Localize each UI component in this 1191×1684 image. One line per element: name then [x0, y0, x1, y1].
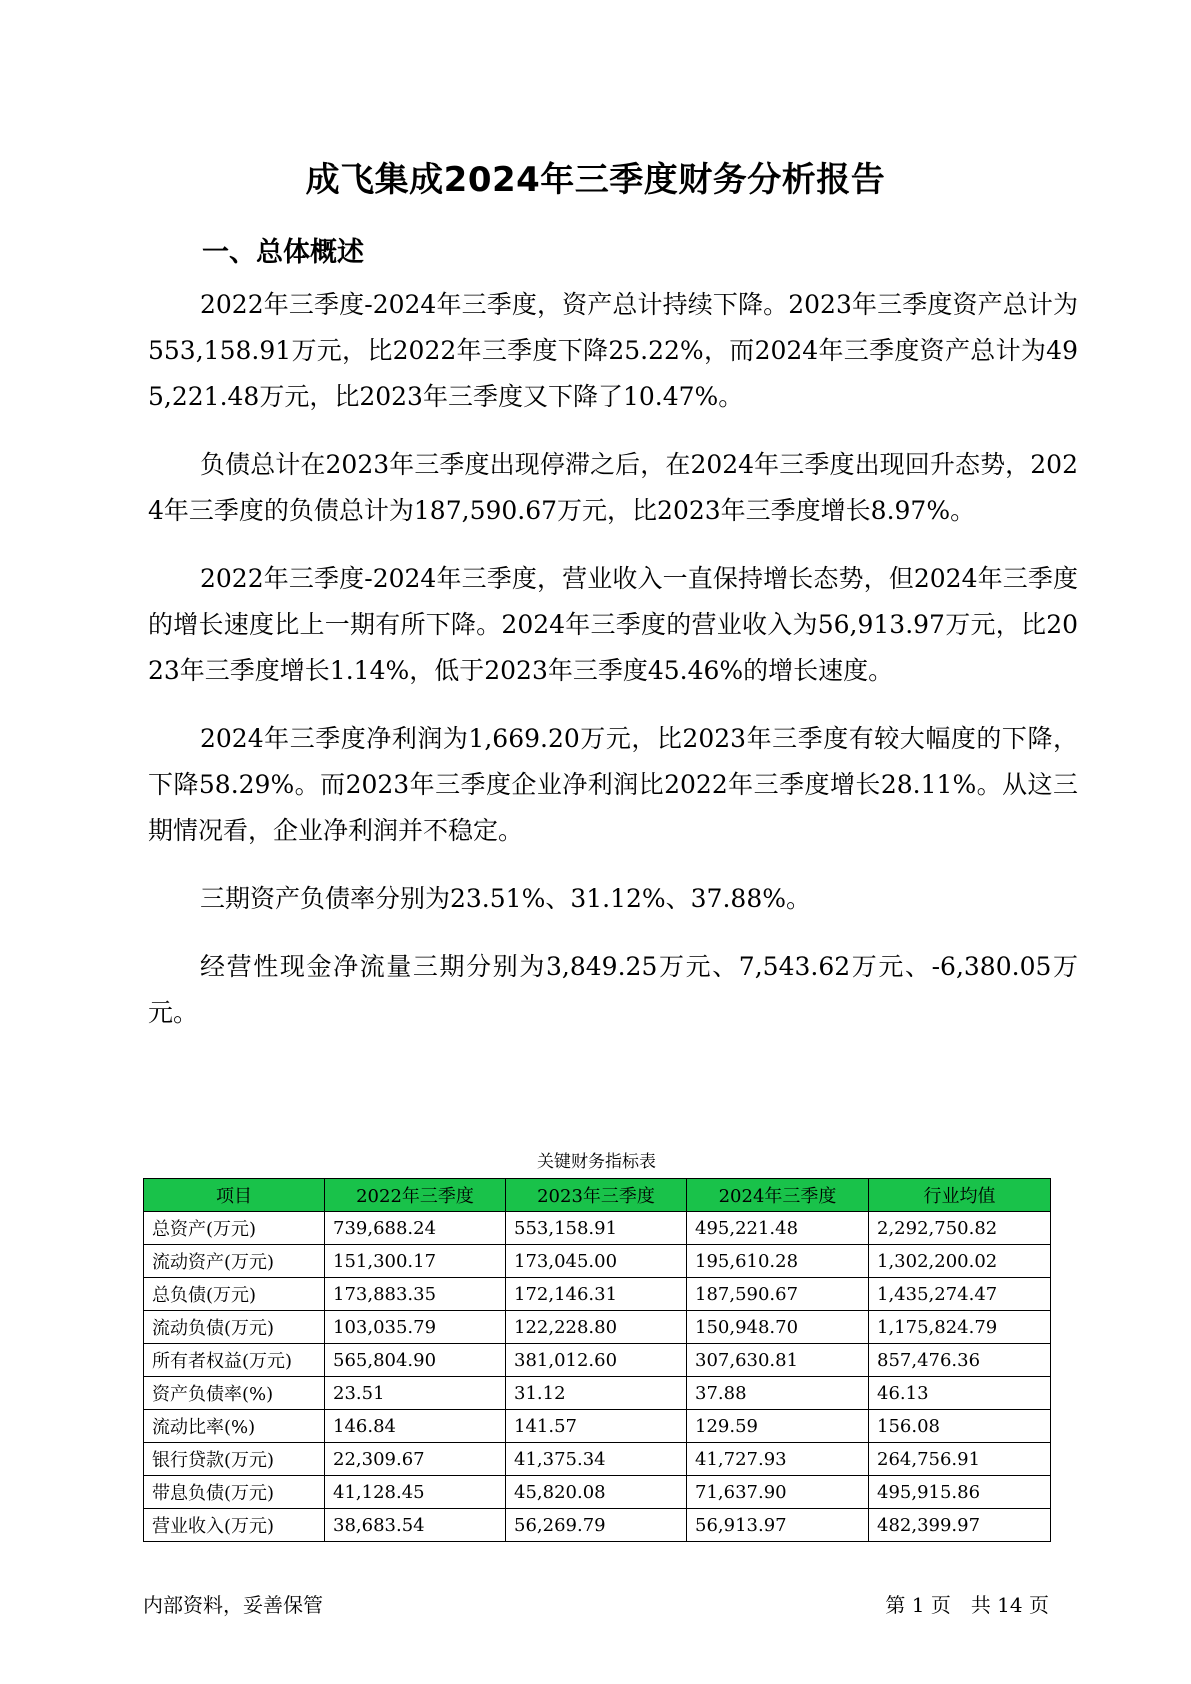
value-cell: 1,435,274.47: [869, 1278, 1051, 1311]
row-label-cell: 流动比率(%): [144, 1410, 325, 1443]
table-row: [144, 1410, 1051, 1443]
value-cell: 495,221.48: [687, 1212, 869, 1245]
paragraph: 经营性现金净流量三期分别为3,849.25万元、7,543.62万元、-6,380.05万元。: [148, 952, 1078, 1027]
value-cell: 187,590.67: [687, 1278, 869, 1311]
value-cell: 151,300.17: [325, 1245, 506, 1278]
column-header: 项目: [144, 1179, 325, 1212]
value-cell: 857,476.36: [869, 1344, 1051, 1377]
value-cell: 495,915.86: [869, 1476, 1051, 1509]
table-row: [144, 1443, 1051, 1476]
value-cell: 172,146.31: [506, 1278, 687, 1311]
column-header: 2022年三季度: [325, 1179, 506, 1212]
section-heading-overview: 一、总体概述: [202, 237, 364, 268]
value-cell: 103,035.79: [325, 1311, 506, 1344]
column-header: 2023年三季度: [506, 1179, 687, 1212]
value-cell: 41,128.45: [325, 1476, 506, 1509]
table-row: [144, 1311, 1051, 1344]
value-cell: 381,012.60: [506, 1344, 687, 1377]
row-label-cell: 银行贷款(万元): [144, 1443, 325, 1476]
value-cell: 565,804.90: [325, 1344, 506, 1377]
value-cell: 37.88: [687, 1377, 869, 1410]
row-label-cell: 带息负债(万元): [144, 1476, 325, 1509]
table-row: [144, 1476, 1051, 1509]
value-cell: 31.12: [506, 1377, 687, 1410]
overview-body: [148, 282, 1078, 1058]
value-cell: 146.84: [325, 1410, 506, 1443]
paragraph: 负债总计在2023年三季度出现停滞之后，在2024年三季度出现回升态势，2024年三季度的负债总计为187,590.67万元，比2023年三季度增长8.97%。: [148, 450, 1078, 525]
table-row: [144, 1278, 1051, 1311]
value-cell: 264,756.91: [869, 1443, 1051, 1476]
value-cell: 122,228.80: [506, 1311, 687, 1344]
table-caption: 关键财务指标表: [537, 1152, 656, 1172]
row-label-cell: 流动资产(万元): [144, 1245, 325, 1278]
value-cell: 22,309.67: [325, 1443, 506, 1476]
value-cell: 38,683.54: [325, 1509, 506, 1542]
value-cell: 56,913.97: [687, 1509, 869, 1542]
value-cell: 23.51: [325, 1377, 506, 1410]
column-header: 行业均值: [869, 1179, 1051, 1212]
value-cell: 1,175,824.79: [869, 1311, 1051, 1344]
paragraph: 2022年三季度-2024年三季度，资产总计持续下降。2023年三季度资产总计为553,158.91万元，比2022年三季度下降25.22%，而2024年三季度资产总计为495,221.48万元，比2023年三季度又下降了10.47%。: [148, 290, 1078, 411]
value-cell: 150,948.70: [687, 1311, 869, 1344]
value-cell: 173,883.35: [325, 1278, 506, 1311]
paragraph: 2022年三季度-2024年三季度，营业收入一直保持增长态势，但2024年三季度的增长速度比上一期有所下降。2024年三季度的营业收入为56,913.97万元，比2023年三季度增长1.14%，低于2023年三季度45.46%的增长速度。: [148, 564, 1078, 685]
value-cell: 56,269.79: [506, 1509, 687, 1542]
paragraph: 2024年三季度净利润为1,669.20万元，比2023年三季度有较大幅度的下降，下降58.29%。而2023年三季度企业净利润比2022年三季度增长28.11%。从这三期情况看，企业净利润并不稳定。: [148, 724, 1078, 845]
value-cell: 739,688.24: [325, 1212, 506, 1245]
value-cell: 41,727.93: [687, 1443, 869, 1476]
value-cell: 41,375.34: [506, 1443, 687, 1476]
value-cell: 553,158.91: [506, 1212, 687, 1245]
value-cell: 71,637.90: [687, 1476, 869, 1509]
footer-page-number: 第 1 页 共 14 页: [885, 1593, 1049, 1617]
row-label-cell: 营业收入(万元): [144, 1509, 325, 1542]
value-cell: 45,820.08: [506, 1476, 687, 1509]
value-cell: 1,302,200.02: [869, 1245, 1051, 1278]
row-label-cell: 总资产(万元): [144, 1212, 325, 1245]
row-label-cell: 流动负债(万元): [144, 1311, 325, 1344]
row-label-cell: 总负债(万元): [144, 1278, 325, 1311]
value-cell: 173,045.00: [506, 1245, 687, 1278]
table-row: [144, 1245, 1051, 1278]
value-cell: 129.59: [687, 1410, 869, 1443]
table-header-row: [144, 1179, 1051, 1212]
value-cell: 195,610.28: [687, 1245, 869, 1278]
value-cell: 482,399.97: [869, 1509, 1051, 1542]
value-cell: 307,630.81: [687, 1344, 869, 1377]
key-financial-indicators-table: [143, 1178, 1051, 1542]
value-cell: 46.13: [869, 1377, 1051, 1410]
value-cell: 156.08: [869, 1410, 1051, 1443]
table-row: [144, 1509, 1051, 1542]
value-cell: 2,292,750.82: [869, 1212, 1051, 1245]
paragraph: 三期资产负债率分别为23.51%、31.12%、37.88%。: [200, 884, 811, 913]
report-title: 成飞集成2024年三季度财务分析报告: [305, 160, 886, 200]
value-cell: 141.57: [506, 1410, 687, 1443]
row-label-cell: 所有者权益(万元): [144, 1344, 325, 1377]
column-header: 2024年三季度: [687, 1179, 869, 1212]
table-row: [144, 1212, 1051, 1245]
footer-confidential-note: 内部资料，妥善保管: [143, 1593, 323, 1617]
table-row: [144, 1377, 1051, 1410]
row-label-cell: 资产负债率(%): [144, 1377, 325, 1410]
table-row: [144, 1344, 1051, 1377]
